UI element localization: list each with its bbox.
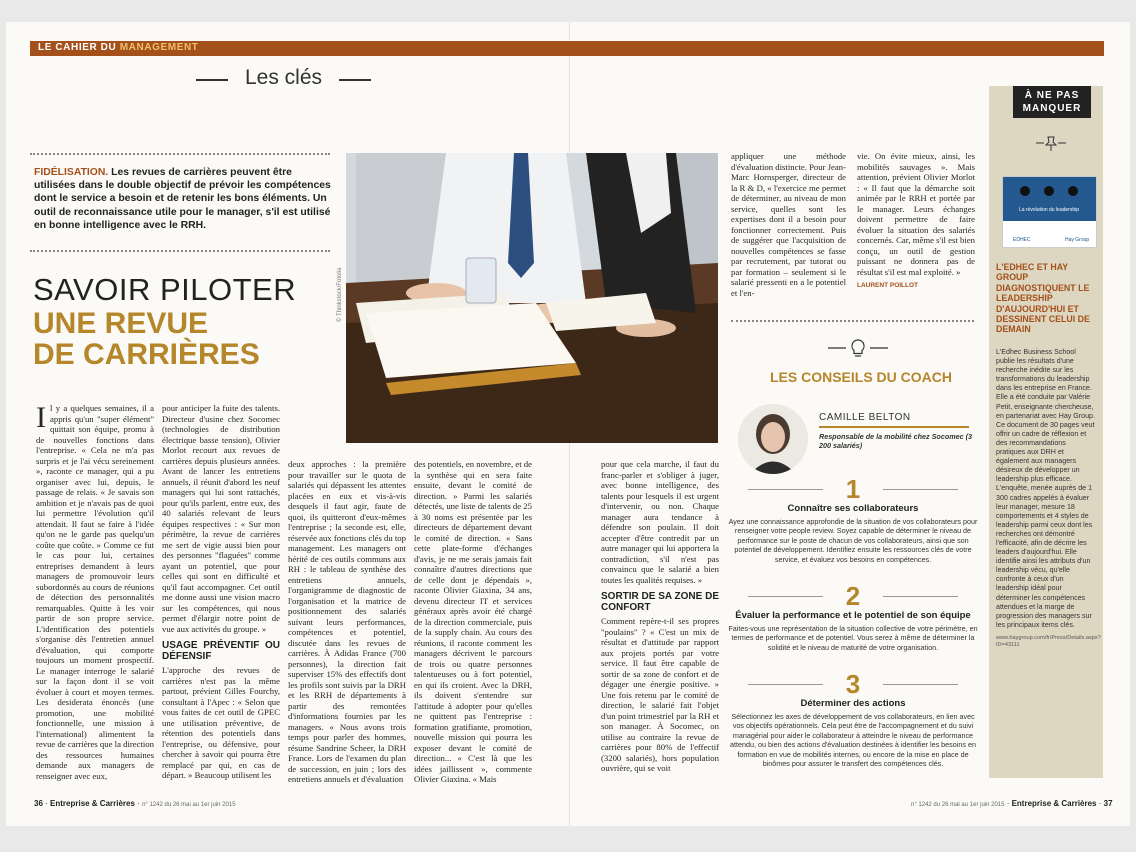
photo-credit: © Thinkstock/Fotolia	[337, 267, 343, 322]
magazine-spread	[6, 22, 1130, 826]
article-column-1	[36, 403, 154, 785]
article-lead	[34, 166, 334, 232]
step-number: 1	[728, 477, 978, 501]
column-text: appliquer une méthode d'évaluation distincte. Pour Jean-Marc Hornsperger, directeur de la R & D, « l'exercice me permet de déterminer, au niveau de mon service, quelles sont les expertises dont il a besoin pour fonctionner correctement. Puis de suggérer que l'acquisition de nouvelles compétences se fasse par recrutement, par tutorat ou par formation – seulement si le salarié pressenti en a le potentiel et l'en-	[731, 151, 846, 298]
footer-right: n° 1242 du 26 mai au 1er juin 2015 · Entreprise & Carrières · 37	[911, 799, 1113, 808]
page-number-right: 37	[1103, 799, 1113, 808]
step-heading: Connaître ses collaborateurs	[787, 503, 919, 514]
column-text: Comment repère-t-il ses propres "poulains" ? « C'est un mix de résultat et d'attitude par rapport aux projets portés par votre service. Il faut être capable de sortir de sa zone de confort et de dégager une énergie positive. » Une fois retenu par le comité de direction, le salarié fait l'objet d'un point trimestriel par la RH et son manager. À Socomec, on utilise au contraire la revue de carrières pour 80% de l'effectif (3200 salariés), hors population ouvrière, qui se voit	[601, 616, 719, 773]
column-text: l y a quelques semaines, il a appris qu'un "super élément" quittait son équipe, promu à de nouvelles fonctions dans l'entreprise. « Cela ne m'a pas surpris et je l'ai vécu sereinement », raconte ce manager, qui a pu organiser avec lui, depuis, le passage de relais. « Je savais son ambition et je n'avais pas de quoi lui permettre l'évolution qu'il attendait. Il faut se faire à l'idée qu'on ne le garde pas quelqu'un coûte que coûte. » Comme ce fut le cas pour lui, certaines entreprises demandent à leurs managers de promouvoir leurs subordonnés au cours de réunions de détection des personnalités remarquables. Quitte à les voir partir de son propre service. L'identification des potentiels s'organise dès l'entretien annuel d'évaluation, qui comporte toujours un moment prospectif. Le manager interroge le salarié sur la façon dont il se voit évoluer à court et moyen termes. Les desiderata énoncés (une promotion, une mobilité fonctionnelle, une mission à l'international) alimentent la revue de carrières que la direction des ressources humaines demande aux managers de renseigner avec eux,	[36, 403, 154, 781]
headline-line2: UNE REVUE	[33, 307, 209, 340]
meeting-illustration	[346, 153, 718, 443]
pin-icon	[1036, 133, 1066, 158]
coach-portrait	[738, 404, 808, 474]
magazine-title-left: Entreprise & Carrières	[50, 799, 135, 808]
coach-step-1	[728, 474, 978, 564]
banner-section: MANAGEMENT	[119, 42, 199, 53]
coach-step-3	[728, 669, 978, 769]
coach-underline	[819, 426, 969, 428]
issue-right: n° 1242 du 26 mai au 1er juin 2015	[911, 802, 1005, 808]
coach-section-title: LES CONSEILS DU COACH	[769, 369, 952, 385]
report-cover	[1002, 176, 1097, 248]
magazine-title-right: Entreprise & Carrières	[1011, 799, 1097, 808]
column-text: L'approche des revues de carrières n'est pas la même partout, prévient Gilles Fourchy, consultant à l'Apec : « Selon que vous faites de cet outil de GPEC une utilisation préventive, de rétention des potentiels dans l'entreprise, ou défensive, pour chercher à savoir qui pourra être remplacé par qui, en cas de départ. » Beaucoup utilisent les	[162, 665, 280, 780]
article-column-4	[414, 459, 532, 785]
article-column-7	[857, 151, 975, 315]
article-column-6	[731, 151, 846, 315]
headline-line1: SAVOIR PILOTER	[33, 272, 297, 307]
article-column-2	[162, 403, 280, 785]
step-text: Faites-vous une représentation de la situation collective de votre périmètre, en termes de performance et de potentiel. Vous serez à même de déterminer la solidité et le niveau de maturité de votre organisation.	[728, 624, 978, 652]
report-cover-brand2: Hay Group	[1065, 237, 1090, 243]
subheading-usage: USAGE PRÉVENTIF OU DÉFENSIF	[162, 640, 280, 662]
article-author: LAURENT POILLOT	[857, 282, 919, 289]
report-cover-title: La révolution du leadership	[1018, 207, 1080, 213]
step-number: 2	[728, 584, 978, 608]
page-number-left: 36	[34, 799, 43, 808]
coach-step-2	[728, 581, 978, 652]
dotted-divider	[731, 320, 974, 322]
sidebar-tag-line2: MANQUER	[1022, 103, 1082, 114]
lead-kicker: FIDÉLISATION.	[34, 167, 109, 178]
column-text: pour anticiper la fuite des talents. Directeur d'usine chez Socomec (technologies de distribution électrique basse tension), Olivier Morlot recourt aux revues de carrières depuis plusieurs années. Avant de lancer les entretiens annuels, il réunit d'abord les neuf managers qui lui sont rattachés, pour qu'ils parlent, entre eux, des 40 salariés relevant de leurs équipes respectives : « Sur mon périmètre, la revue de carrières me sert de vigie aussi bien pour des personnes "flaguées" comme ayant un potentiel, que pour celles qui sont en difficulté et qu'il faut accompagner. Cet outil me donne aussi une vision macro sur les compétences, qui nous permet d'élargir notre point de vue aux activités du groupe. »	[162, 403, 280, 634]
lead-text: Les revues de carrières peuvent être utilisées dans le double objectif de prévoir les compétences dont le service a besoin et de retenir les bons éléments. Un outil de reconnaissance utile pour le manager, s'il est utilisé en bonne intelligence avec le RRH.	[34, 167, 331, 231]
step-heading: Évaluer la performance et le potentiel de son équipe	[735, 610, 971, 621]
article-column-3	[288, 459, 406, 785]
subheading-confort: SORTIR DE SA ZONE DE CONFORT	[601, 591, 719, 613]
banner-prefix: LE CAHIER DU	[38, 42, 117, 53]
sidebar-tag-line1: À NE PAS	[1024, 90, 1080, 101]
step-text: Ayez une connaissance approfondie de la situation de vos collaborateurs pour renseigner votre people review. Soyez capable de déterminer le niveau de performance sur le poste de chacun de vos collaborateurs, ainsi que son potentiel de développement. Identifiez ensuite les ressources clés de votre service, et évaluez vos besoins en compétences.	[728, 517, 978, 564]
dropcap: I	[36, 403, 46, 434]
step-number: 3	[728, 672, 978, 696]
report-cover-brand1: EDHEC	[1013, 237, 1031, 243]
section-banner	[30, 41, 1104, 56]
sidebar-tag	[1013, 86, 1091, 118]
meeting-photo	[346, 153, 718, 443]
headline-highlight	[33, 308, 260, 370]
section-title: Les clés	[196, 66, 371, 90]
column-text: des potentiels, en novembre, et de la synthèse qui en sera faite ensuite, devant le comité de direction. » Parmi les salariés détectés, une liste de talents de 25 à 30 noms est présentée par les directeurs de département devant le comité de direction. « Sans cette plate-forme d'échanges d'avis, je ne me serais jamais fait connaître d'autres directions que de celle dont je dépendais », raconte Olivier Giaxina, 34 ans, devenu directeur IT et services généraux après avoir été chargé de la direction commerciale, puis de la supply chain. Au cours des réunions, il raconte comment les managers décrivent le parcours de trois ou quatre personnes talentueuses ou à fort potentiel, en qui ils croient. Avec la DRH, ils doivent s'entendre sur l'attitude à adopter pour qu'elles ne quittent pas l'entreprise : formation gratifiante, promotion, nouvelle mission qui pourra les exposer devant le comité de direction... « C'est là que les idées jaillissent », commente Olivier Giaxina. « Mais	[414, 459, 532, 784]
lightbulb-icon	[828, 337, 888, 364]
coach-name: CAMILLE BELTON	[819, 412, 911, 423]
sidebar-url: www.haygroup.com/fr/Press/Details.aspx?ID=43111	[996, 635, 1101, 648]
column-text: pour que cela marche, il faut du franc-parler et s'obliger à juger, avec bonne intelligence, des talents pour lesquels il est urgent d'intervenir, ou non. Chaque manager aura tendance à défendre son poulain. Il doit accepter d'être contredit par un autre manager qui lui apportera la contradiction, s'il n'est pas convaincu que le salarié a bien toutes les qualités requises. »	[601, 459, 719, 585]
sidebar-title: L'EDHEC ET HAY GROUP DIAGNOSTIQUENT LE LEADERSHIP D'AUJOURD'HUI ET DESSINENT CELUI DE DEMAIN	[996, 262, 1090, 335]
column-text: deux approches : la première pour travailler sur le quota de salariés qui dépassent les attentes placées en eux et vis-à-vis desquels il faut agir, faute de quoi, ils quitteront d'eux-mêmes l'entreprise ; la seconde est, elle, réservée aux fonctions clés du top management. Les managers ont hérité de ces outils communs aux RH : le tableau de synthèse des entretiens annuels, l'organigramme de diagnostic de l'organisation et la matrice de positionnement des salariés suivant leurs performances, compétences et potentiel, discutée dans les revues de carrières. À Adidas France (700 personnes), la direction fait superviser 15% des effectifs dont les profils sont suivis par la DRH et les RRH de départements à partir des remontées d'informations fournies par les managers. « Nous avons trois temps pour parler des hommes, résume Sandrine Scheer, la DRH France. Lors de l'examen du plan de succession, en juin ; lors des entretiens annuels et d'évaluation	[288, 459, 406, 784]
dotted-divider	[30, 250, 330, 252]
issue-left: n° 1242 du 26 mai au 1er juin 2015	[142, 802, 236, 808]
coach-role: Responsable de la mobilité chez Socomec (3 200 salariés)	[819, 432, 972, 450]
dotted-divider	[30, 153, 330, 155]
sidebar-text: L'Edhec Business School publie les résultats d'une recherche inédite sur les transformations du leadership dans les entreprise en France. Elle a été conduite par Valérie Petit, enseignante chercheuse, en partenariat avec Hay Group. Ce document de 30 pages veut offrir un cadre de réflexion et des recommandations pratiques aux DRH et également aux managers désireux de développer un leadership plus efficace. L'enquête, menée auprès de 1 300 cadres appelés à évaluer leur manager, mesure 18 comportements et 4 styles de leadership parmi ceux dont les recherches ont démontré l'efficacité, afin de décrire les leaders d'aujourd'hui. Elle identifie ainsi les attributs d'un leadership vécu, qu'elle confronte à ceux d'un leadership idéal pour déterminer les compétences attendues et la marge de progression des managers sur les principaux items clés.	[996, 348, 1095, 629]
headline-line3: DE CARRIÈRES	[33, 338, 260, 371]
article-column-5	[601, 459, 719, 785]
column-text: vie. On évite mieux, ainsi, les mobilités sauvages ». Mais attention, prévient Olivier Morlot : « Il faut que la démarche soit animée par le RRH et portée par le manager. Leurs échanges doivent permettre de faire évoluer la situation des salariés concernés. Car, même s'il est bien conçu, un outil de gestion puissant ne donnera pas de résultat s'il est mal exploité. »	[857, 151, 975, 277]
footer-left: 36 · Entreprise & Carrières · n° 1242 du 26 mai au 1er juin 2015	[34, 799, 236, 808]
step-text: Sélectionnez les axes de développement de vos collaborateurs, en lien avec vos objectifs opérationnels. Cela peut être de l'accompagnement et du suivi managérial pour aider le collaborateur à atteindre le niveau de performance attendu, ou bien des actions d'évaluation destinées à identifier les besoins en formation en vue de mobilités internes, ou encore de la mise en place de binômes pour assurer le transfert des compétences clés.	[730, 712, 976, 769]
step-heading: Déterminer des actions	[800, 698, 906, 709]
